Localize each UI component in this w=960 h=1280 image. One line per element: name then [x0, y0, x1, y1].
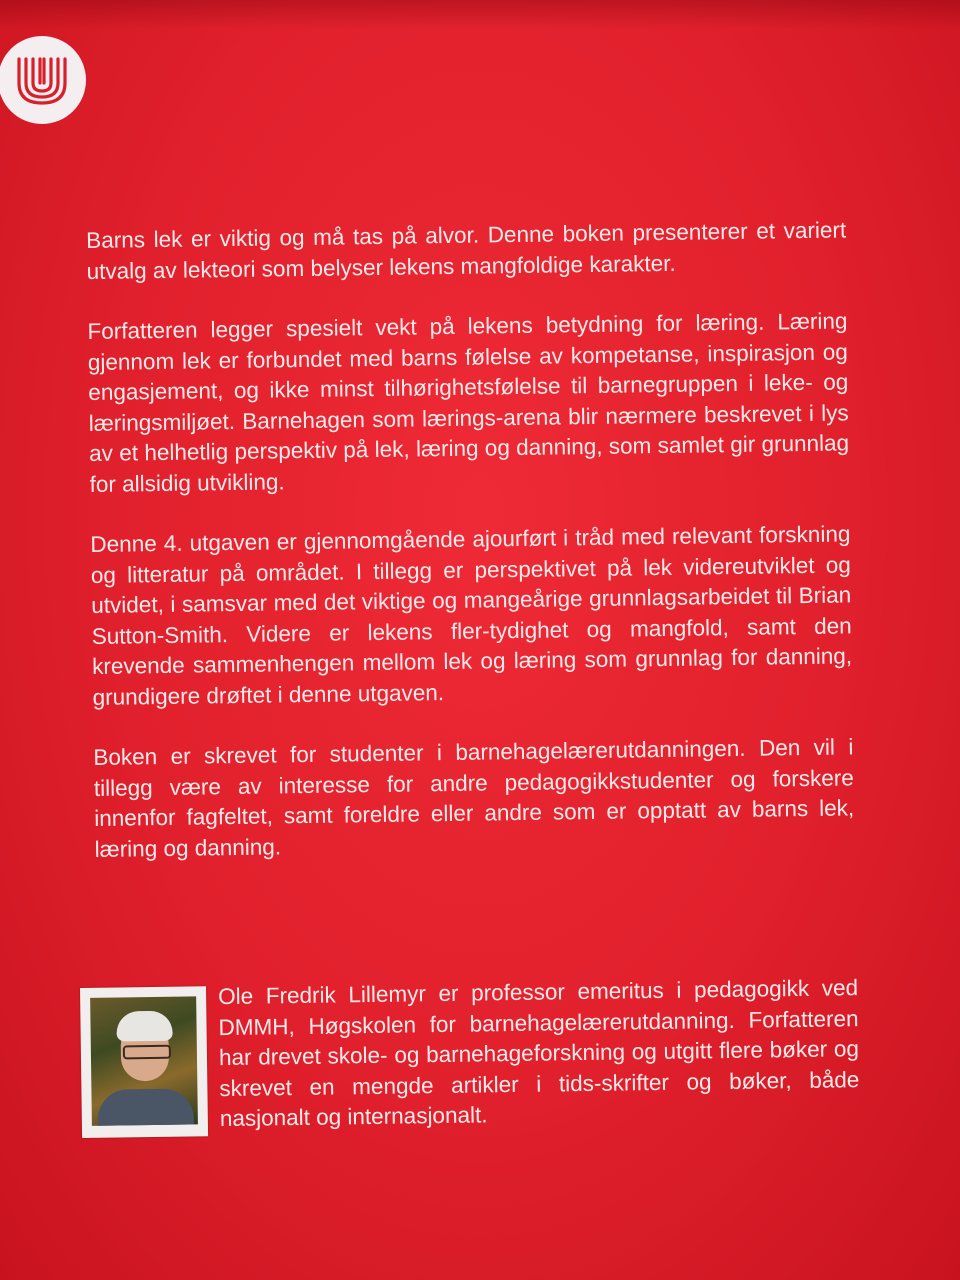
blurb-paragraph-3: Denne 4. utgaven er gjennomgående ajourført i tråd med relevant forskning og litteratur på området. I tillegg er perspektivet på lek videreutviklet og utvidet, i samsvar med det viktige og mangeårige grunnlagsarbeidet til Brian Sutton-Smith. Videre er lekens fler-tydighet og mangfold, samt den krevende sammenhengen mellom lek og læring som grunnlag for danning, grundigere drøftet i denne utgaven. [90, 521, 853, 710]
u-logo-icon [11, 49, 73, 111]
blurb-paragraph-2: Forfatteren legger spesielt vekt på lekens betydning for læring. Læring gjennom lek er forbundet med barns følelse av kompetanse, inspirasjon og engasjement, og ikke minst tilhørighetsfølelse til barnegruppen i leke- og læringsmiljøet. Barnehagen som lærings-arena blir nærmere beskrevet i lys av et helhetlig perspektiv på lek, læring og danning, som samlet gir grunnlag for allsidig utvikling. [87, 308, 850, 497]
blurb-text [86, 215, 855, 895]
author-photo-frame [80, 986, 208, 1138]
page-edge-shadow [0, 0, 960, 30]
photo-hair [116, 1011, 172, 1042]
blurb-paragraph-4: Boken er skrevet for studenter i barnehagelærerutdanningen. Den vil i tillegg være av interesse for andre pedagogikkstudenter og forskere innenfor fagfeltet, samt foreldre eller andre som er opptatt av barns lek, læring og danning. [93, 734, 855, 862]
blurb-paragraph-1: Barns lek er viktig og må tas på alvor. Denne boken presenterer et variert utvalg av lekteori som belyser lekens mangfoldige karakter. [86, 217, 847, 284]
author-photo [90, 996, 198, 1125]
author-section [80, 977, 862, 1148]
publisher-logo-icon [0, 36, 86, 124]
photo-glasses [123, 1045, 171, 1060]
photo-shirt [97, 1088, 194, 1125]
author-bio: Ole Fredrik Lillemyr er professor emeritus i pedagogikk ved DMMH, Høgskolen for barnehagelærerutdanning. Forfatteren har drevet skole- og barnehageforskning og utgitt flere bøker og skrevet en mengde artikler i tids-skrifter og bøker, både nasjonalt og internasjonalt. [217, 975, 860, 1132]
